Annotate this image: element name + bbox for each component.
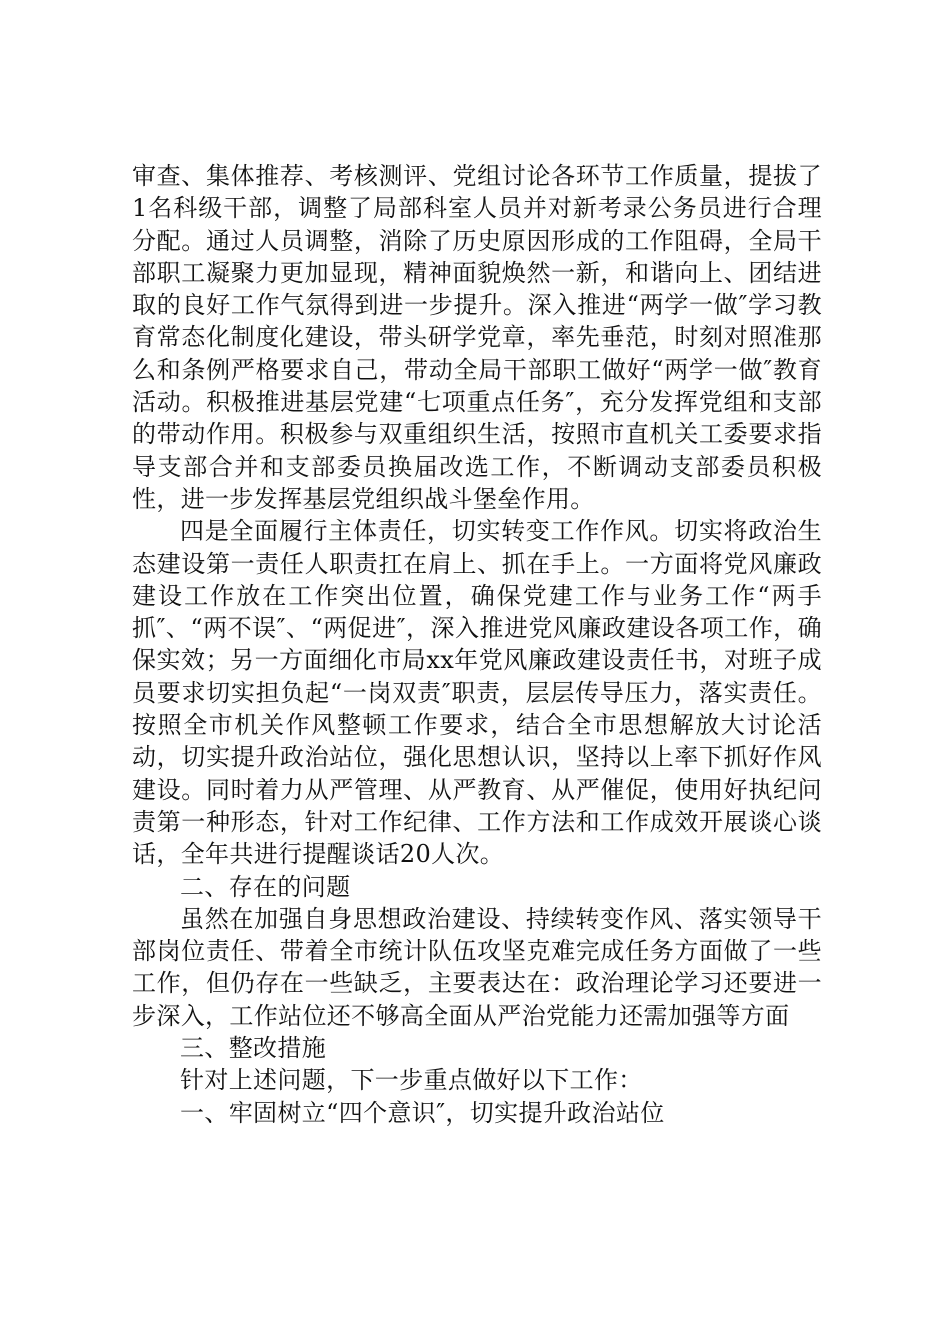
- heading-existing-problems: 二、存在的问题: [180, 872, 351, 901]
- heading-four-consciousness: 一、牢固树立“四个意识″，切实提升政治站位: [180, 1098, 665, 1127]
- paragraph-responsibility-work-style: 四是全面履行主体责任，切实转变工作作风。切实将政治生态建设第一责任人职责扛在肩上、抓在手上。一方面将党风廉政建设工作放在工作突出位置，确保党建工作与业务工作“两手抓″、“两不误″、“两促进″，深入推进党风廉政建设各项工作，确保实效；另一方面细化市局xx年党风廉政建设责任书，对班子成员要求切实担负起“一岗双责″职责，层层传导压力，落实责任。按照全市机关作风整顿工作要求，结合全市思想解放大讨论活动，切实提升政治站位，强化思想认识，坚持以上率下抓好作风建设。同时着力从严管理、从严教育、从严催促，使用好执纪问责第一种形态，针对工作纪律、工作方法和工作成效开展谈心谈话，全年共进行提醒谈话20人次。: [132, 517, 822, 869]
- document-body: [132, 160, 822, 1129]
- paragraph-next-steps-intro: 针对上述问题，下一步重点做好以下工作：: [180, 1066, 643, 1095]
- paragraph-party-building-continued: 审查、集体推荐、考核测评、党组讨论各环节工作质量，提拔了1名科级干部，调整了局部科室人员并对新考录公务员进行合理分配。通过人员调整，消除了历史原因形成的工作阻碍，全局干部职工凝聚力更加显现，精神面貌焕然一新，和谐向上、团结进取的良好工作气氛得到进一步提升。深入推进“两学一做″学习教育常态化制度化建设，带头研学党章，率先垂范，时刻对照准那么和条例严格要求自己，带动全局干部职工做好“两学一做″教育活动。积极推进基层党建“七项重点任务″，充分发挥党组和支部的带动作用。积极参与双重组织生活，按照市直机关工委要求指导支部合并和支部委员换届改选工作，不断调动支部委员积极性，进一步发挥基层党组织战斗堡垒作用。: [132, 162, 822, 513]
- paragraph-existing-problems: 虽然在加强自身思想政治建设、持续转变作风、落实领导干部岗位责任、带着全市统计队伍攻坚克难完成任务方面做了一些工作，但仍存在一些缺乏，主要表达在：政治理论学习还要进一步深入，工作站位还不够高全面从严治党能力还需加强等方面: [132, 904, 822, 1030]
- heading-rectification-measures: 三、整改措施: [180, 1034, 327, 1063]
